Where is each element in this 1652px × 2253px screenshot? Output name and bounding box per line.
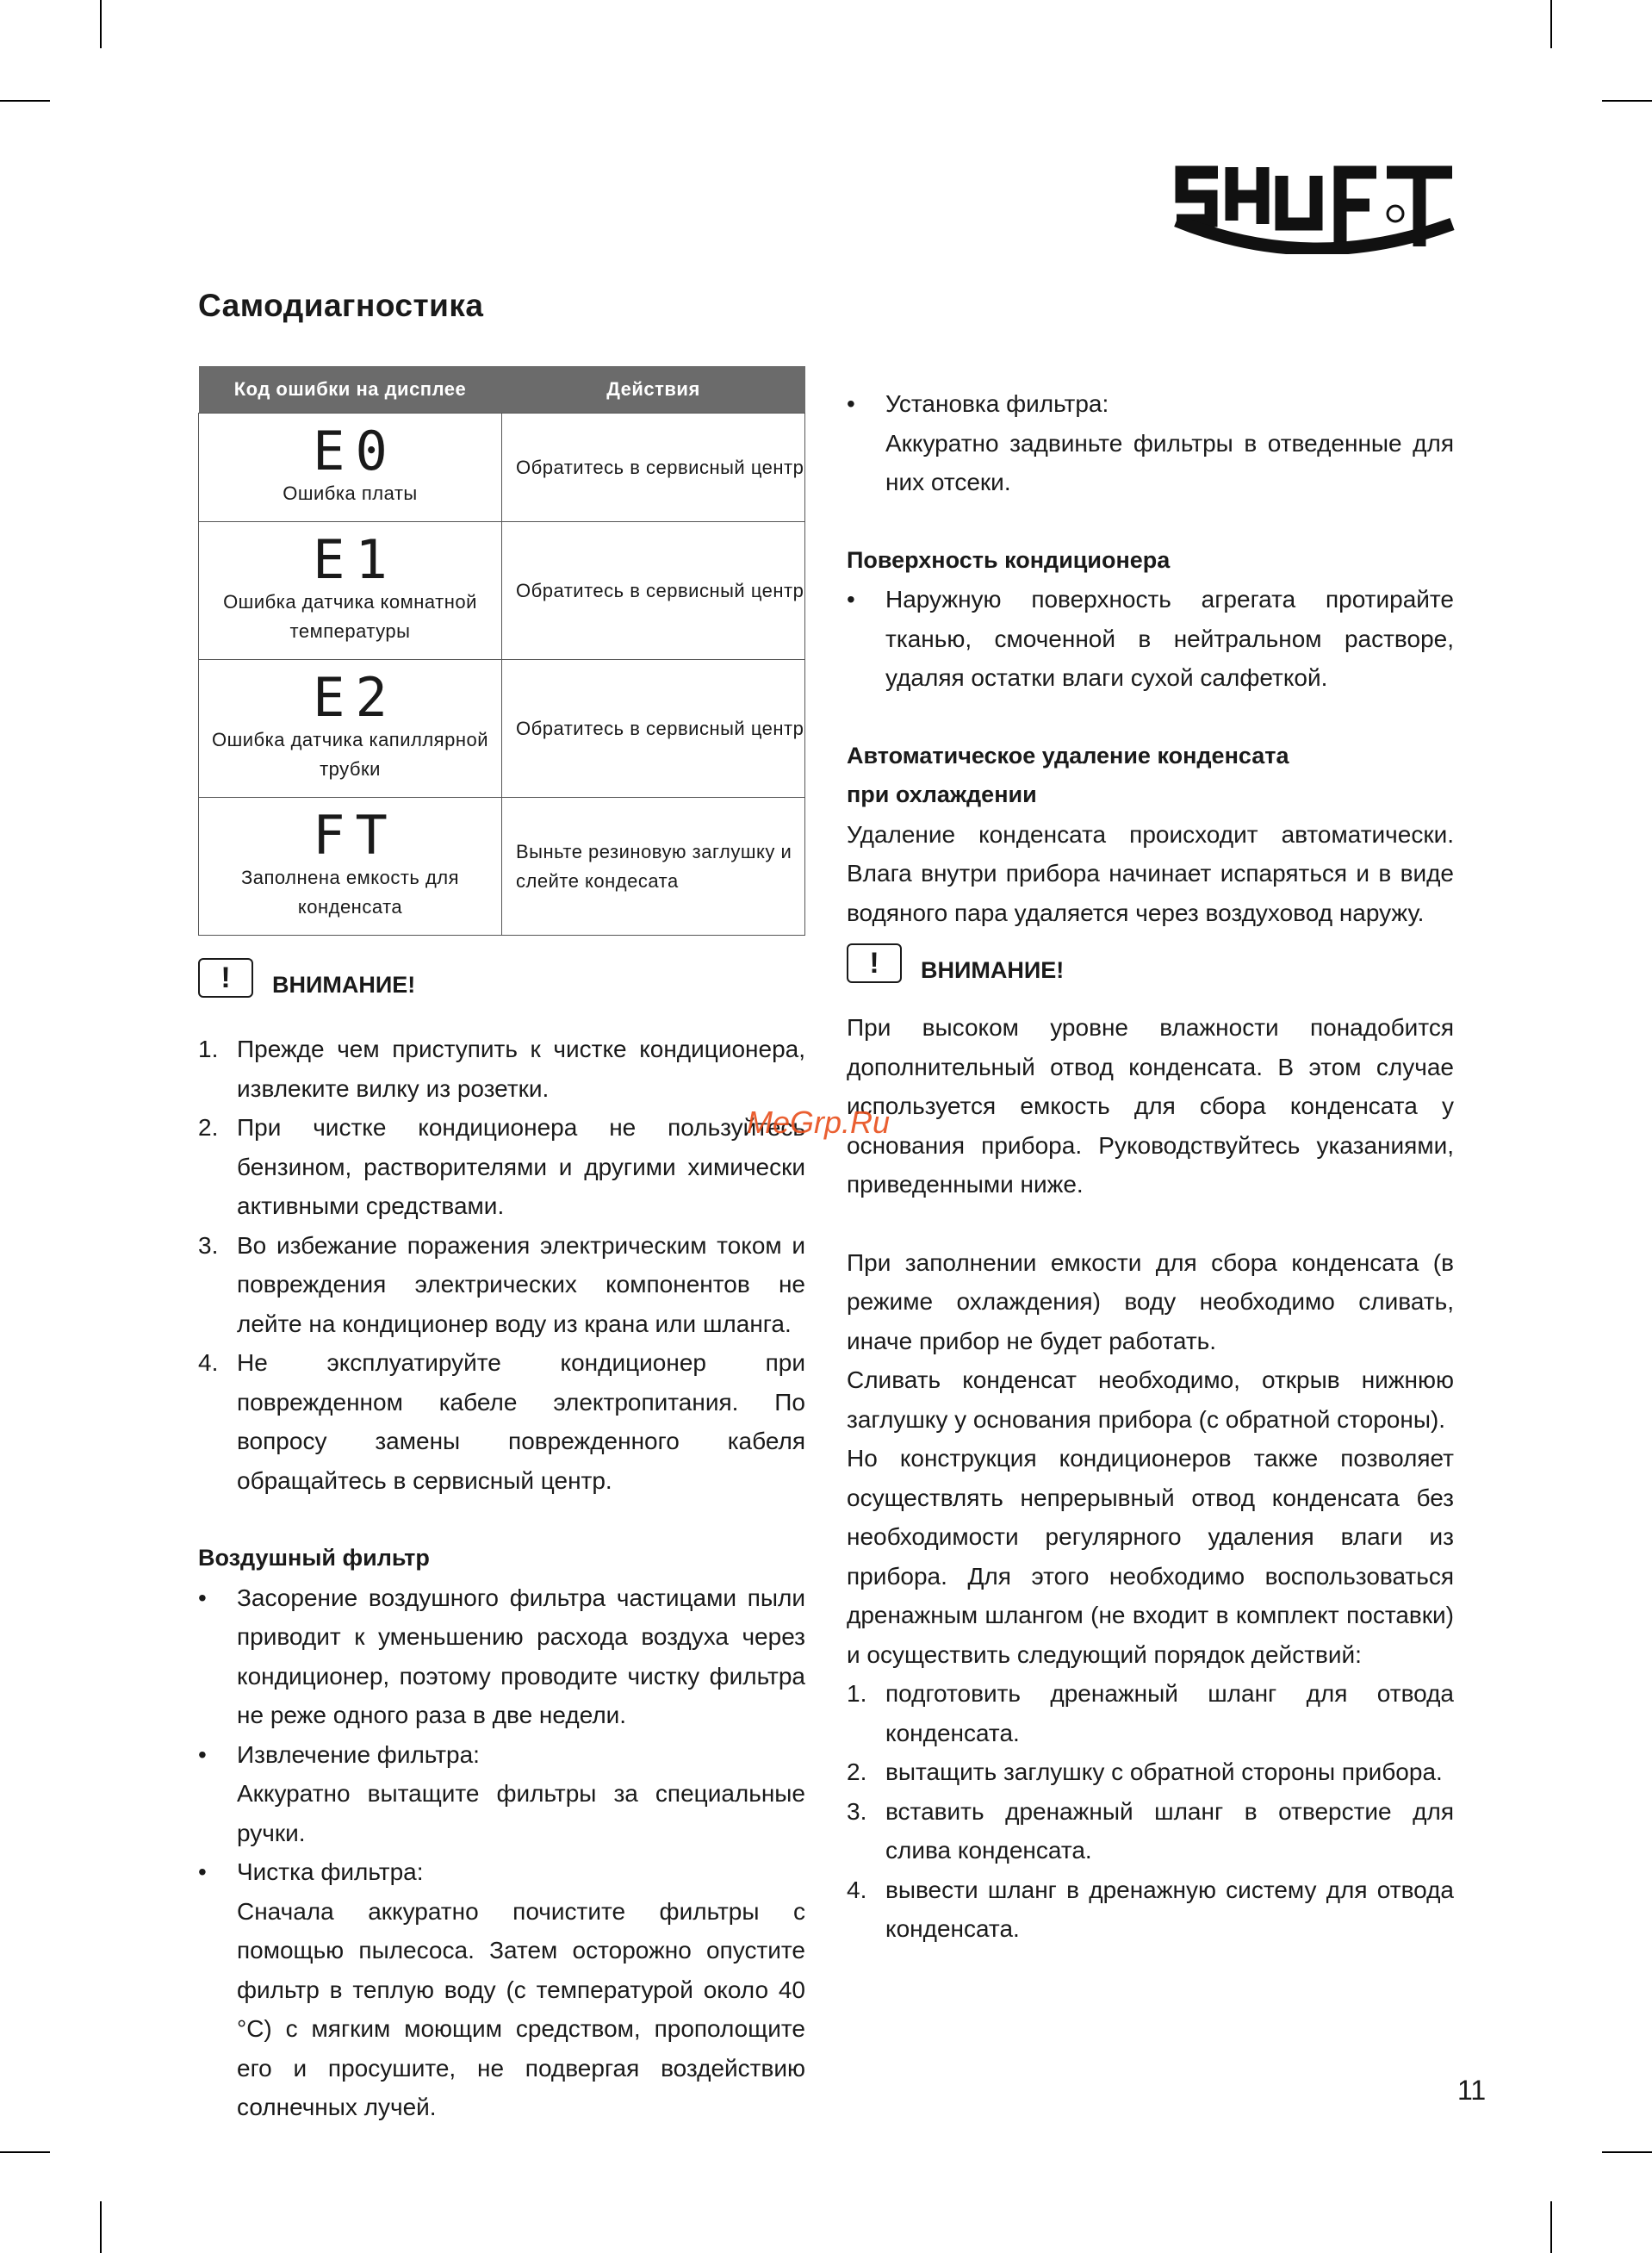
- action-cell: Обратитесь в сервисный центр: [502, 414, 805, 522]
- page-title: Самодиагностика: [198, 288, 484, 323]
- column-header-code: Код ошибки на дисплее: [199, 366, 502, 414]
- exclamation-icon: !: [847, 943, 902, 983]
- warning-label: ВНИМАНИЕ!: [272, 972, 416, 998]
- list-item: • Наружную поверхность агрегата протирайте тканью, смоченной в нейтральном растворе, удаляя остатки влаги сухой салфеткой.: [847, 586, 1454, 691]
- exclamation-icon: !: [198, 958, 253, 998]
- list-item: • Чистка фильтра: Сначала аккуратно почистите фильтры с помощью пылесоса. Затем осторожно опустите фильтр в теплую воду (с температурой около 40 °С) с мягким моющим средством, прополощите его и просушите, не подвергая воздействию солнечных лучей.: [198, 1858, 805, 2120]
- list-item: 4. вывести шланг в дренажную систему для отвода конденсата.: [847, 1876, 1454, 1942]
- crop-mark: [100, 2201, 102, 2253]
- action-cell: Обратитесь в сервисный центр: [502, 522, 805, 660]
- section-heading: Воздушный фильтр: [198, 1545, 430, 1571]
- page-number: 11: [1457, 2075, 1487, 2106]
- code-cell: [199, 660, 502, 798]
- warning-heading-left: [198, 958, 415, 998]
- list-item: 1. подготовить дренажный шланг для отвода конденсата.: [847, 1680, 1454, 1746]
- section-heading: Автоматическое удаление конденсата: [847, 742, 1289, 769]
- warning-list: [198, 1030, 805, 1500]
- warning-label: ВНИМАНИЕ!: [921, 957, 1065, 983]
- display-code: E2: [313, 665, 398, 729]
- section-heading: Поверхность кондиционера: [847, 546, 1171, 573]
- paragraph: Но конструкция кондиционеров также позволяет осуществлять непрерывный отвод конденсата без необходимости регулярного удаления влаги из прибора. Для этого необходимо воспользоваться дренажным шлангом (не входит в комплект поставки) и осуществить следующий порядок действий:: [847, 1445, 1454, 1668]
- column-header-action: Действия: [502, 366, 805, 414]
- crop-mark: [1602, 2151, 1652, 2153]
- list-item: • Установка фильтра: Аккуратно задвиньте фильтры в отведенные для них отсеки.: [847, 390, 1454, 495]
- display-code: E0: [313, 419, 398, 482]
- table-header-row: [199, 366, 805, 414]
- list-item: 1. Прежде чем приступить к чистке кондиционера, извлеките вилку из розетки.: [198, 1036, 805, 1102]
- crop-mark: [1602, 100, 1652, 102]
- table-row: [199, 798, 805, 936]
- filter-list: [198, 1578, 805, 2127]
- code-cell: [199, 798, 502, 936]
- watermark: MeGrp.Ru: [747, 1105, 891, 1140]
- code-cell: [199, 522, 502, 660]
- surface-list: [847, 580, 1454, 698]
- error-code-table: [198, 366, 805, 936]
- list-item: • Засорение воздушного фильтра частицами пыли приводит к уменьшению расхода воздуха через кондиционер, поэтому проводите чистку фильтра не реже одного раза в две недели.: [198, 1584, 805, 1728]
- list-item: 4. Не эксплуатируйте кондиционер при поврежденном кабеле электропитания. По вопросу замены поврежденного кабеля обращайтесь в сервисный центр.: [198, 1349, 805, 1494]
- shuft-logo: [1173, 164, 1456, 254]
- error-caption: Заполнена емкость для конденсата: [240, 866, 460, 918]
- filter-cleaning-text: Сначала аккуратно почистите фильтры с помощью пылесоса. Затем осторожно опустите фильтр в теплую воду (с температурой около 40 °С) с мягким моющим средством, прополощите его и просушите, не подвергая воздействию солнечных лучей.: [237, 1897, 805, 2120]
- left-column-body: [198, 1030, 805, 2127]
- table-row: [199, 414, 805, 522]
- list-item: 2. При чистке кондиционера не пользуйтесь бензином, растворителями и другими химически активными средствами.: [198, 1114, 805, 1219]
- error-caption: Ошибка датчика комнатной температуры: [223, 590, 477, 642]
- action-cell: Обратитесь в сервисный центр: [502, 660, 805, 798]
- section-heading: при охлаждении: [847, 781, 1037, 807]
- crop-mark: [1550, 2201, 1552, 2253]
- crop-mark: [0, 2151, 50, 2153]
- display-code: FT: [313, 803, 398, 867]
- code-cell: [199, 414, 502, 522]
- paragraph: При высоком уровне влажности понадобится дополнительный отвод конденсата. В этом случае используется емкость для сбора конденсата у основания прибора. Руководствуйтесь указаниями, приведенными ниже.: [847, 1014, 1454, 1198]
- paragraph: При заполнении емкости для сбора конденсата (в режиме охлаждения) воду необходимо сливать, иначе прибор не будет работать.: [847, 1248, 1454, 1354]
- list-item: 3. Во избежание поражения электрическим током и повреждения электрических компонентов не лейте на кондиционер воду из крана или шланга.: [198, 1231, 805, 1337]
- action-cell: Выньте резиновую заглушку и слейте кондесата: [502, 798, 805, 936]
- drain-steps: [847, 1674, 1454, 1949]
- crop-mark: [0, 100, 50, 102]
- paragraph: Сливать конденсат необходимо, открыв нижнюю заглушку у основания прибора (с обратной стороны).: [847, 1366, 1454, 1433]
- paragraph: Удаление конденсата происходит автоматически. Влага внутри прибора начинает испаряться и в виде водяного пара удаляется через воздуховод наружу.: [847, 820, 1454, 926]
- crop-mark: [100, 0, 102, 48]
- right-column-body: [847, 306, 1454, 932]
- list-item: [847, 306, 1454, 384]
- error-caption: Ошибка датчика капиллярной трубки: [211, 728, 489, 780]
- error-caption: Ошибка платы: [283, 482, 418, 504]
- table-row: [199, 660, 805, 798]
- display-code: E1: [313, 527, 398, 591]
- filter-list-continued: [847, 306, 1454, 502]
- list-item: • Извлечение фильтра: Аккуратно вытащите фильтры за специальные ручки.: [198, 1740, 805, 1846]
- crop-mark: [1550, 0, 1552, 48]
- list-item: 2. вытащить заглушку с обратной стороны прибора.: [847, 1758, 1443, 1785]
- list-item: 3. вставить дренажный шланг в отверстие для слива конденсата.: [847, 1797, 1454, 1864]
- right-column-body-lower: [847, 1008, 1454, 1949]
- warning-heading-right: [847, 943, 1064, 983]
- table-row: [199, 522, 805, 660]
